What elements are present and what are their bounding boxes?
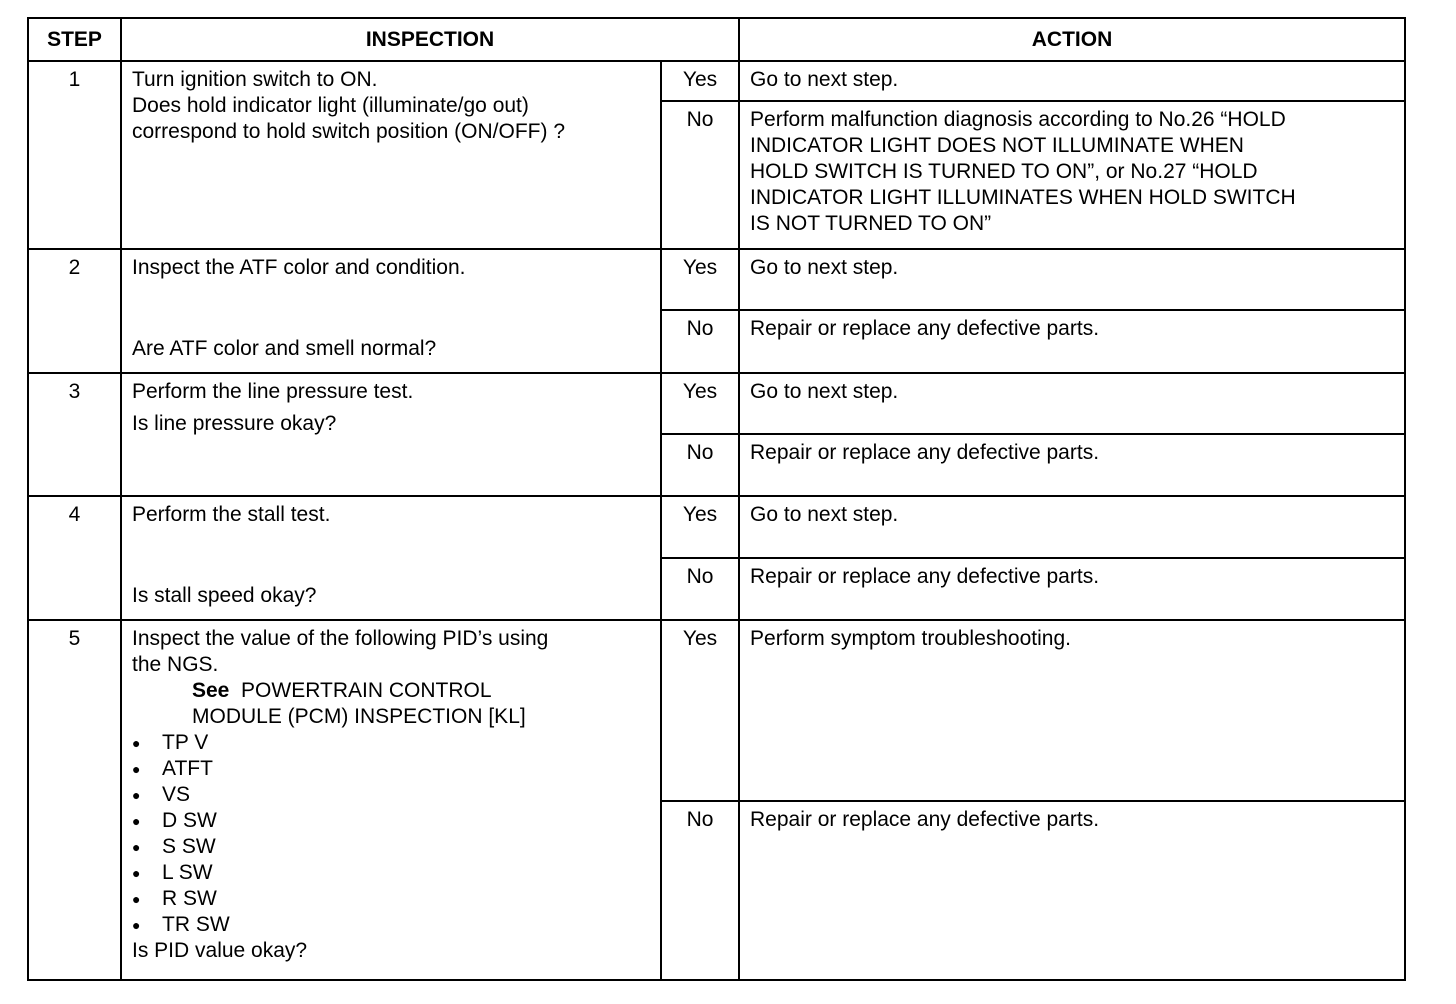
yes-action: Perform symptom troubleshooting. [739,620,1405,801]
inspection-question: Is PID value okay? [132,939,308,962]
yes-label: Yes [661,249,739,310]
yes-action: Go to next step. [739,249,1405,310]
action-line: IS NOT TURNED TO ON” [750,212,992,235]
pid-item: ● S SW [132,834,650,860]
pid-item: ● L SW [132,860,650,886]
yes-action: Go to next step. [739,373,1405,434]
step-number: 1 [28,61,121,249]
inspection-line: Turn ignition switch to ON. [132,68,378,91]
pid-item: ● TR SW [132,912,650,938]
header-inspection: INSPECTION [121,18,739,61]
pid-list [132,730,650,938]
header-step: STEP [28,18,121,61]
inspection-instruction: Perform the stall test. [132,503,331,526]
inspection-instruction: Perform the line pressure test. [132,380,414,403]
no-action [739,101,1405,249]
action-line: Perform malfunction diagnosis according to No.26 “HOLD [750,108,1286,131]
no-action: Repair or replace any defective parts. [739,558,1405,620]
no-label: No [661,310,739,373]
yes-label: Yes [661,61,739,101]
step-number: 3 [28,373,121,496]
step-2-inspection [121,249,661,373]
see-label: See [192,679,230,702]
no-label: No [661,434,739,496]
step-3-yes-row [28,373,1405,434]
step-number: 2 [28,249,121,373]
inspection-instruction: Inspect the ATF color and condition. [132,256,466,279]
header-action: ACTION [739,18,1405,61]
yes-label: Yes [661,620,739,801]
inspection-question: Is line pressure okay? [132,412,337,435]
inspection-line: the NGS. [132,653,219,676]
pid-item: ● ATFT [132,756,650,782]
step-1-yes-row [28,61,1405,101]
pid-item: ● TP V [132,730,650,756]
yes-label: Yes [661,496,739,558]
action-line: HOLD SWITCH IS TURNED TO ON”, or No.27 “HOLD [750,160,1258,183]
step-5-inspection [121,620,661,980]
pid-item: ● D SW [132,808,650,834]
no-action: Repair or replace any defective parts. [739,801,1405,980]
pid-item: ● VS [132,782,650,808]
step-5-yes-row [28,620,1405,801]
inspection-line: Inspect the value of the following PID’s using [132,627,549,650]
step-1-inspection [121,61,661,249]
yes-action: Go to next step. [739,61,1405,101]
inspection-line: correspond to hold switch position (ON/OFF) ? [132,120,566,143]
diagnostic-table [27,17,1406,981]
step-number: 5 [28,620,121,980]
yes-action: Go to next step. [739,496,1405,558]
yes-label: Yes [661,373,739,434]
step-4-inspection [121,496,661,620]
see-ref-line: POWERTRAIN CONTROL [241,679,492,702]
see-ref-line: MODULE (PCM) INSPECTION [KL] [192,705,526,728]
no-action: Repair or replace any defective parts. [739,310,1405,373]
action-line: INDICATOR LIGHT DOES NOT ILLUMINATE WHEN [750,134,1244,157]
header-row [28,18,1405,61]
inspection-line: Does hold indicator light (illuminate/go out) [132,94,529,117]
step-2-yes-row [28,249,1405,310]
step-3-inspection [121,373,661,496]
pid-item: ● R SW [132,886,650,912]
no-action: Repair or replace any defective parts. [739,434,1405,496]
see-reference [132,678,650,704]
step-number: 4 [28,496,121,620]
no-label: No [661,558,739,620]
no-label: No [661,101,739,249]
step-4-yes-row [28,496,1405,558]
no-label: No [661,801,739,980]
action-line: INDICATOR LIGHT ILLUMINATES WHEN HOLD SWITCH [750,186,1296,209]
inspection-question: Is stall speed okay? [132,584,317,607]
inspection-question: Are ATF color and smell normal? [132,337,437,360]
